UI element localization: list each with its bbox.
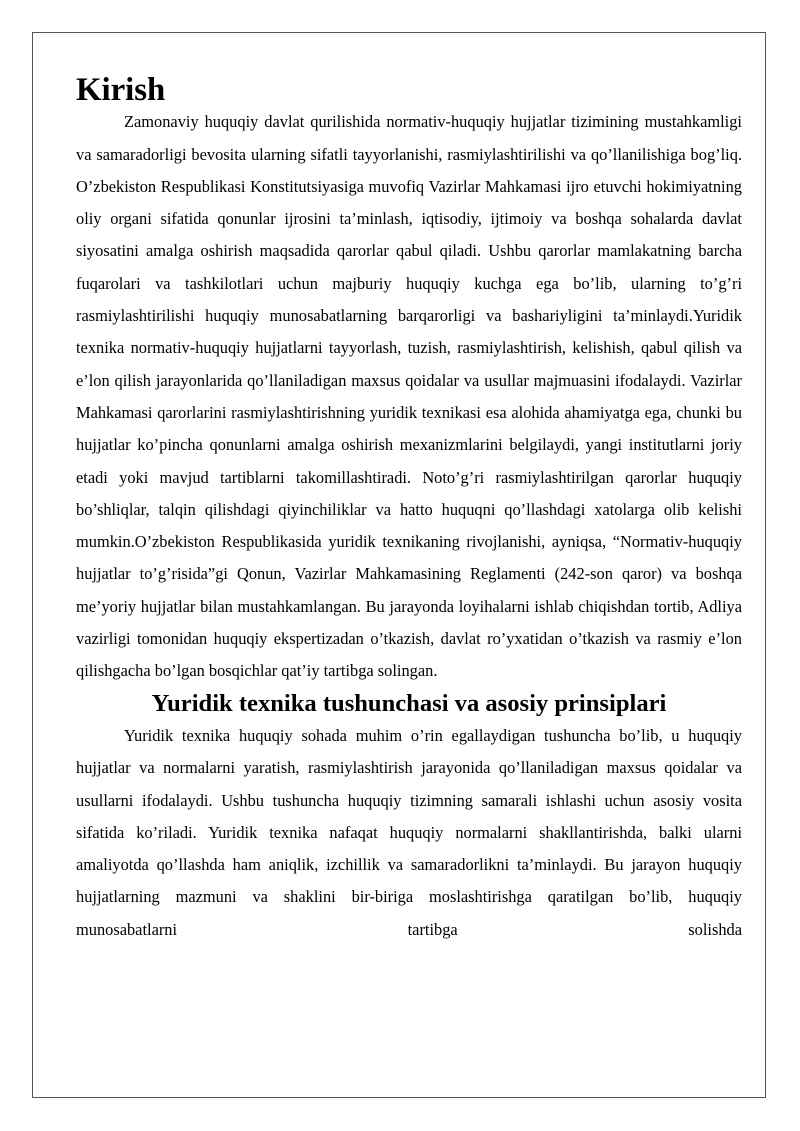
concept-paragraph: Yuridik texnika huquqiy sohada muhim o’rin egallaydigan tushuncha bo’lib, u huquqiy hujjatlar va normalarni yaratish, rasmiylashtirish jarayonida qo’llaniladigan maxsus qoidalar va usullarni ifodalaydi. Ushbu tushuncha huquqiy tizimning samarali ishlashi uchun asosiy vosita sifatida ko’riladi. Yuridik texnika nafaqat huquqiy normalarni shakllantirishda, balki ularni amaliyotda qo’llashda ham aniqlik, izchillik va samaradorlikni ta’minlaydi. Bu jarayon huquqiy hujjatlarning mazmuni va shaklini bir-biriga moslashtirishga qaratilgan bo’lib, huquqiy munosabatlarni tartibga solishda	[76, 725, 742, 939]
document-body	[76, 74, 742, 946]
intro-paragraph: Zamonaviy huquqiy davlat qurilishida normativ-huquqiy hujjatlar tizimining mustahkamligi va samaradorligi bevosita ularning sifatli tayyorlanishi, rasmiylashtirilishi va qo’llanilishiga bog’liq. O’zbekiston Respublikasi Konstitutsiyasiga muvofiq Vazirlar Mahkamasi ijro etuvchi hokimiyatning oliy organi sifatida qonunlar ijrosini ta’minlash, iqtisodiy, ijtimoiy va boshqa sohalarda davlat siyosatini amalga oshirish maqsadida qarorlar qabul qiladi. Ushbu qarorlar mamlakatning barcha fuqarolari va tashkilotlari uchun majburiy huquqiy kuchga ega bo’lib, ularning to’g’ri rasmiylashtirilishi huquqiy munosabatlarning barqarorligi va bashariyligini ta’minlaydi.Yuridik texnika normativ-huquqiy hujjatlarni tayyorlash, tuzish, rasmiylashtirish, kelishish, qabul qilish va e’lon qilish jarayonlarida qo’llaniladigan maxsus qoidalar va usullar majmuasini ifodalaydi. Vazirlar Mahkamasi qarorlarini rasmiylashtirishning yuridik texnikasi esa alohida ahamiyatga ega, chunki bu hujjatlar ko’pincha qonunlarni amalga oshirish mexanizmlarini belgilaydi, yangi institutlarni joriy etadi yoki mavjud tartiblarni takomillashtiradi. Noto’g’ri rasmiylashtirilgan qarorlar huquqiy bo’shliqlar, talqin qilishdagi qiyinchiliklar va hatto huquqni qo’llashdagi xatolarga olib kelishi mumkin.O’zbekiston Respublikasida yuridik texnikaning rivojlanishi, ayniqsa, “Normativ-huquqiy hujjatlar to’g’risida”gi Qonun, Vazirlar Mahkamasining Reglamenti (242-son qaror) va boshqa me’yoriy hujjatlar bilan mustahkamlangan. Bu jarayonda loyihalarni ishlab chiqishdan tortib, Adliya vazirligi tomonidan huquqiy ekspertizadan o’tkazish, davlat ro’yxatidan o’tkazish va rasmiy e’lon qilishgacha bo’lgan bosqichlar qat’iy tartibga solingan.	[76, 112, 742, 681]
section-subheading: Yuridik texnika tushunchasi va asosiy prinsiplari	[151, 689, 667, 717]
section-heading: Kirish	[76, 72, 166, 108]
